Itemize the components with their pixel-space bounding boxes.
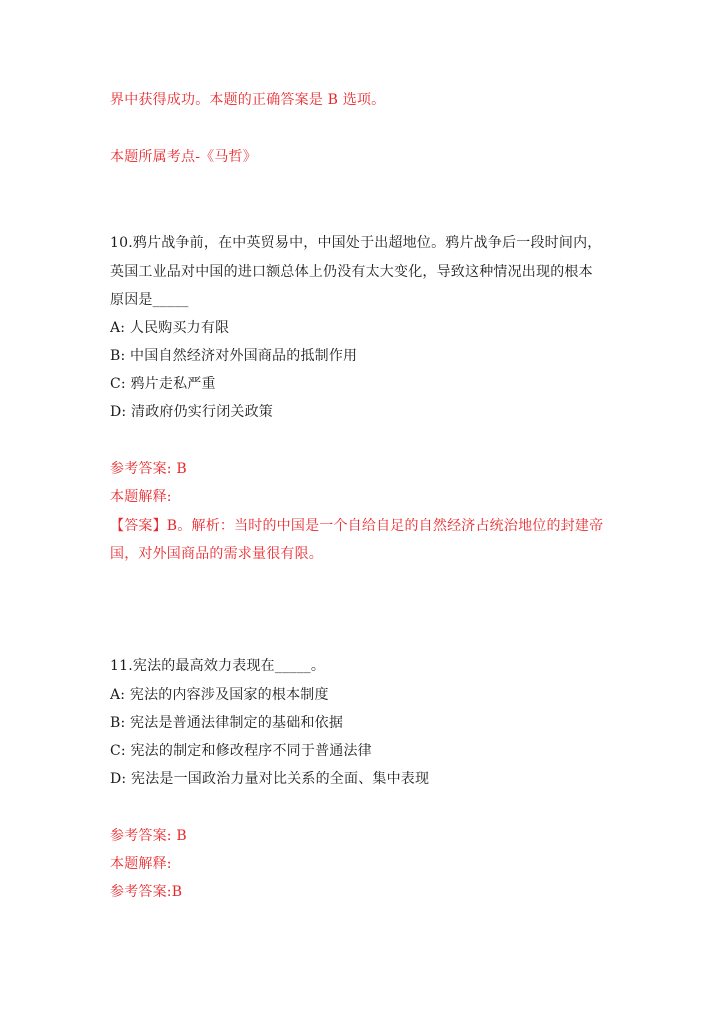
q10-option-a: A: 人民购买力有限 [110, 320, 230, 336]
q10-stem-line-1: 10.鸦片战争前，在中英贸易中，中国处于出超地位。鸦片战争后一段时间内， [110, 235, 602, 251]
q11-option-b: B: 宪法是普通法律制定的基础和依据 [110, 715, 344, 731]
q10-explanation-line-2: 国，对外国商品的需求量很有限。 [110, 546, 323, 562]
q11-option-d: D: 宪法是一国政治力量对比关系的全面、集中表现 [110, 771, 430, 787]
previous-topic: 本题所属考点-《马哲》 [110, 149, 257, 165]
q11-option-a: A: 宪法的内容涉及国家的根本制度 [110, 687, 329, 703]
q10-explain-label: 本题解释: [110, 489, 172, 505]
q10-explanation-line-1: 【答案】B。解析：当时的中国是一个自给自足的自然经济占统治地位的封建帝 [110, 518, 604, 534]
q10-option-b: B: 中国自然经济对外国商品的抵制作用 [110, 348, 358, 364]
q11-explain-label: 本题解释: [110, 856, 172, 872]
q11-stem: 11.宪法的最高效力表现在_____。 [110, 658, 326, 674]
q10-answer: 参考答案: B [110, 461, 187, 477]
q11-answer: 参考答案: B [110, 828, 187, 844]
q11-option-c: C: 宪法的制定和修改程序不同于普通法律 [110, 743, 372, 759]
q10-stem-line-3: 原因是_____ [110, 292, 189, 308]
q10-stem-line-2: 英国工业品对中国的进口额总体上仍没有太大变化，导致这种情况出现的根本 [110, 264, 593, 280]
q10-option-c: C: 鸦片走私严重 [110, 376, 216, 392]
previous-explanation-tail: 界中获得成功。本题的正确答案是 B 选项。 [110, 92, 386, 108]
q11-answer-repeat: 参考答案:B [110, 884, 183, 900]
q10-option-d: D: 清政府仍实行闭关政策 [110, 404, 273, 420]
